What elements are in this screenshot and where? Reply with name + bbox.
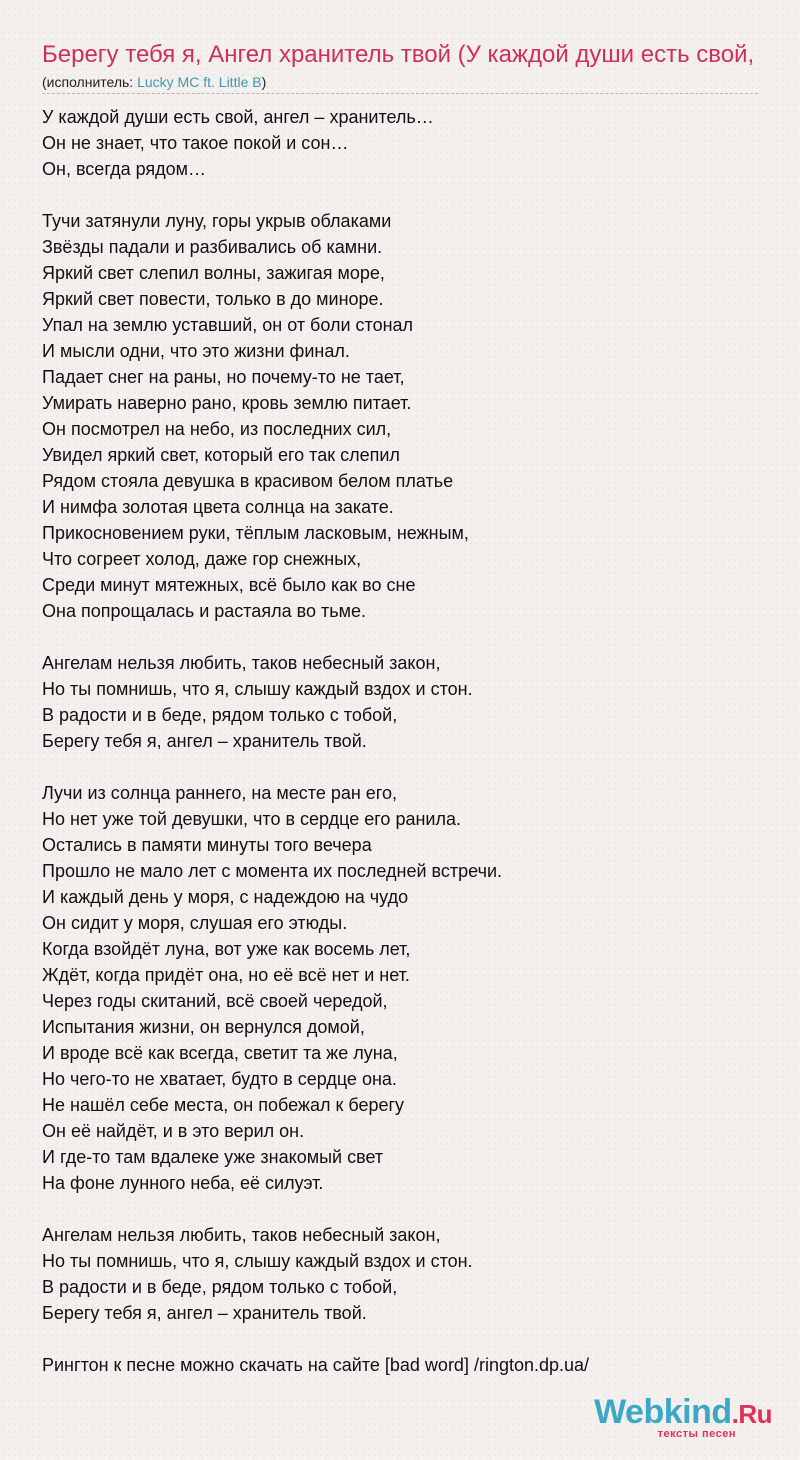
- song-title: Берегу тебя я, Ангел хранитель твой (У каждой души есть свой,: [42, 41, 755, 68]
- lyric-line: Она попрощалась и растаяла во тьме.: [42, 601, 366, 621]
- lyric-line: Упал на землю уставший, он от боли стонал: [42, 315, 414, 335]
- logo-tagline: тексты песен: [657, 1428, 736, 1440]
- lyric-line: Он её найдёт, и в это верил он.: [42, 1121, 305, 1141]
- lyric-line: Он, всегда рядом…: [42, 159, 207, 179]
- lyric-line: Рядом стояла девушка в красивом белом платье: [42, 471, 454, 491]
- logo-tld: .Ru: [731, 1399, 772, 1429]
- lyric-line: И каждый день у моря, с надеждою на чудо: [42, 887, 409, 907]
- lyric-line: Берегу тебя я, ангел – хранитель твой.: [42, 1303, 367, 1323]
- lyric-line: И нимфа золотая цвета солнца на закате.: [42, 497, 394, 517]
- lyric-line: Прикосновением руки, тёплым ласковым, нежным,: [42, 523, 469, 543]
- lyric-line: И мысли одни, что это жизни финал.: [42, 341, 350, 361]
- lyric-line: Тучи затянули луну, горы укрыв облаками: [42, 211, 392, 231]
- artist-link[interactable]: Lucky MC ft. Little B: [137, 74, 262, 90]
- lyrics-stanza: [42, 1222, 758, 1326]
- lyric-line: И где-то там вдалеке уже знакомый свет: [42, 1147, 384, 1167]
- lyric-line: Прошло не мало лет с момента их последней встречи.: [42, 861, 503, 881]
- artist-prefix: (исполнитель:: [42, 74, 138, 90]
- lyric-line: Падает снег на раны, но почему-то не тает,: [42, 367, 405, 387]
- lyric-line: Он не знает, что такое покой и сон…: [42, 133, 349, 153]
- lyric-line: Что согреет холод, даже гор снежных,: [42, 549, 362, 569]
- lyric-line: Когда взойдёт луна, вот уже как восемь лет,: [42, 939, 411, 959]
- lyric-line: Но ты помнишь, что я, слышу каждый вздох и стон.: [42, 679, 473, 699]
- logo-wordmark: [594, 1393, 772, 1433]
- lyrics-stanza: [42, 208, 758, 624]
- lyric-line: Звёзды падали и разбивались об камни.: [42, 237, 383, 257]
- song-page: [42, 40, 758, 1378]
- lyric-line: Остались в памяти минуты того вечера: [42, 835, 372, 855]
- lyric-line: Не нашёл себе места, он побежал к берегу: [42, 1095, 405, 1115]
- lyric-line: Ангелам нельзя любить, таков небесный закон,: [42, 653, 441, 673]
- lyric-line: Через годы скитаний, всё своей чередой,: [42, 991, 388, 1011]
- lyric-line: Но ты помнишь, что я, слышу каждый вздох и стон.: [42, 1251, 473, 1271]
- lyric-line: Увидел яркий свет, который его так слепил: [42, 445, 400, 465]
- lyric-line: Испытания жизни, он вернулся домой,: [42, 1017, 365, 1037]
- lyric-line: Он посмотрел на небо, из последних сил,: [42, 419, 392, 439]
- webkind-logo: [594, 1393, 772, 1440]
- ringtone-note: Рингтон к песне можно скачать на сайте [bad word] /rington.dp.ua/: [42, 1355, 590, 1375]
- lyric-line: Но нет уже той девушки, что в сердце его ранила.: [42, 809, 461, 829]
- lyric-line: Ждёт, когда придёт она, но её всё нет и нет.: [42, 965, 410, 985]
- lyric-line: Среди минут мятежных, всё было как во сне: [42, 575, 416, 595]
- lyric-line: В радости и в беде, рядом только с тобой,: [42, 705, 398, 725]
- lyrics-stanza: [42, 650, 758, 754]
- lyric-line: Яркий свет повести, только в до миноре.: [42, 289, 384, 309]
- lyric-line: Он сидит у моря, слушая его этюды.: [42, 913, 348, 933]
- lyric-line: Яркий свет слепил волны, зажигая море,: [42, 263, 385, 283]
- lyric-line: Лучи из солнца раннего, на месте ран его,: [42, 783, 397, 803]
- lyric-line: В радости и в беде, рядом только с тобой,: [42, 1277, 398, 1297]
- lyrics-stanza: [42, 780, 758, 1196]
- lyric-line: Но чего-то не хватает, будто в сердце она.: [42, 1069, 397, 1089]
- logo-name: Webkind: [594, 1393, 732, 1431]
- lyric-line: У каждой души есть свой, ангел – хранитель…: [42, 107, 434, 127]
- lyric-line: Берегу тебя я, ангел – хранитель твой.: [42, 731, 367, 751]
- lyric-line: На фоне лунного неба, её силуэт.: [42, 1173, 324, 1193]
- lyric-line: Ангелам нельзя любить, таков небесный закон,: [42, 1225, 441, 1245]
- lyrics-stanza: [42, 104, 758, 182]
- artist-suffix: ): [261, 74, 267, 90]
- lyrics-body: [42, 104, 758, 1326]
- lyric-line: Умирать наверно рано, кровь землю питает.: [42, 393, 412, 413]
- lyric-line: И вроде всё как всегда, светит та же луна,: [42, 1043, 398, 1063]
- artist-line: [42, 73, 758, 94]
